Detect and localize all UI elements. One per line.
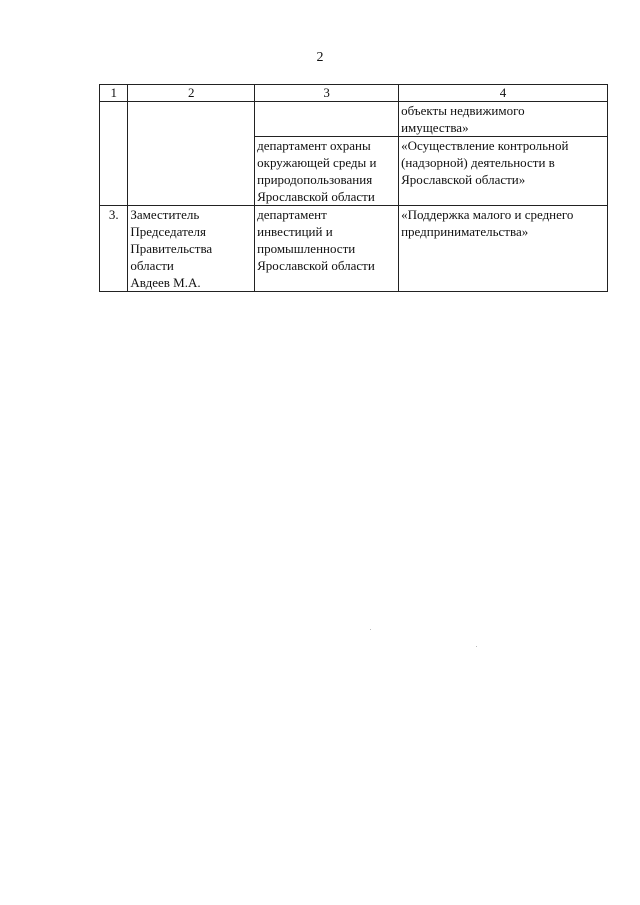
- row-number-cell: 3.: [100, 206, 128, 292]
- department-cell: [255, 102, 399, 137]
- program-cell: «Осуществление контрольной (надзорной) деятельности в Ярославской области»: [399, 137, 608, 206]
- scan-speck: [370, 629, 371, 630]
- person-cell: [128, 102, 255, 206]
- program-cell: «Поддержка малого и среднего предпринимательства»: [399, 206, 608, 292]
- page-number: 2: [316, 50, 324, 65]
- row-number-cell: [100, 102, 128, 206]
- column-header-4: 4: [399, 85, 608, 102]
- department-cell: департамент охраны окружающей среды и природопользования Ярославской области: [255, 137, 399, 206]
- column-header-2: 2: [128, 85, 255, 102]
- column-header-1: 1: [100, 85, 128, 102]
- assignment-table: [99, 84, 608, 292]
- table-header-row: [100, 85, 608, 102]
- scan-speck: [476, 646, 477, 647]
- department-cell: департамент инвестиций и промышленности Ярославской области: [255, 206, 399, 292]
- program-cell: объекты недвижимого имущества»: [399, 102, 608, 137]
- column-header-3: 3: [255, 85, 399, 102]
- table-row: [100, 206, 608, 292]
- table-row: [100, 102, 608, 137]
- person-cell: Заместитель Председателя Правительства области Авдеев М.А.: [128, 206, 255, 292]
